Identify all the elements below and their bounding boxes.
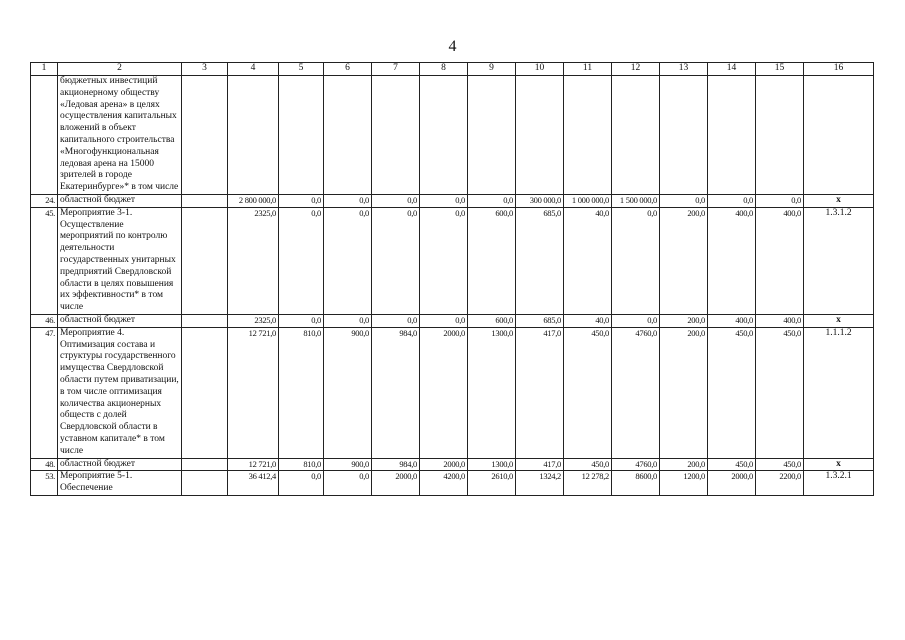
- row-value: [564, 76, 612, 195]
- column-header-13: 13: [660, 63, 708, 76]
- row-target: х: [804, 458, 874, 471]
- row-description: бюджетных инвестиций акционерному обществу «Ледовая арена» в целях осуществления капитальных вложений в объект капитального строительства «Многофункциональная ледовая арена на 15000 зрителей в городе Екатеринбурге»* в том числе: [58, 76, 182, 195]
- row-value: 400,0: [708, 314, 756, 327]
- row-value: 0,0: [372, 207, 420, 314]
- row-value: 200,0: [660, 207, 708, 314]
- row-value: 0,0: [279, 471, 324, 496]
- row-value: 12 278,2: [564, 471, 612, 496]
- row-description: Мероприятие 4. Оптимизация состава и структуры государственного имущества Свердловской области путем приватизации, в том числе оптимизация количества акционерных обществ с долей Свердловской области в уставном капитале* в том числе: [58, 327, 182, 458]
- row-number: 24.: [31, 194, 58, 207]
- column-header-14: 14: [708, 63, 756, 76]
- row-column-3: [182, 458, 228, 471]
- table-row: [31, 207, 874, 314]
- row-value: [279, 76, 324, 195]
- row-number: 47.: [31, 327, 58, 458]
- row-value: 1324,2: [516, 471, 564, 496]
- row-number: 45.: [31, 207, 58, 314]
- column-header-15: 15: [756, 63, 804, 76]
- row-value: 2 800 000,0: [228, 194, 279, 207]
- row-value: 450,0: [756, 327, 804, 458]
- row-value: 685,0: [516, 314, 564, 327]
- row-description: областной бюджет: [58, 314, 182, 327]
- row-value: 0,0: [324, 207, 372, 314]
- table-body: [31, 63, 874, 496]
- column-header-6: 6: [324, 63, 372, 76]
- row-value: [228, 76, 279, 195]
- row-column-3: [182, 76, 228, 195]
- row-value: 300 000,0: [516, 194, 564, 207]
- row-value: 40,0: [564, 314, 612, 327]
- row-value: [372, 76, 420, 195]
- table-row: [31, 76, 874, 195]
- row-target: 1.3.1.2: [804, 207, 874, 314]
- column-header-5: 5: [279, 63, 324, 76]
- row-value: [468, 76, 516, 195]
- row-value: 0,0: [708, 194, 756, 207]
- row-column-3: [182, 471, 228, 496]
- row-value: [612, 76, 660, 195]
- row-value: 4200,0: [420, 471, 468, 496]
- row-value: 984,0: [372, 327, 420, 458]
- column-header-10: 10: [516, 63, 564, 76]
- column-header-7: 7: [372, 63, 420, 76]
- row-value: 2325,0: [228, 314, 279, 327]
- row-value: 4760,0: [612, 327, 660, 458]
- row-column-3: [182, 314, 228, 327]
- row-description: Мероприятие 3-1. Осуществление мероприятий по контролю деятельности государственных унитарных предприятий Свердловской области в целях повышения их эффективности* в том числе: [58, 207, 182, 314]
- row-value: 0,0: [279, 207, 324, 314]
- row-value: 1 500 000,0: [612, 194, 660, 207]
- row-value: [660, 76, 708, 195]
- row-value: 417,0: [516, 327, 564, 458]
- column-header-2: 2: [58, 63, 182, 76]
- row-value: 0,0: [324, 194, 372, 207]
- row-value: 0,0: [324, 471, 372, 496]
- row-value: 984,0: [372, 458, 420, 471]
- row-value: 2000,0: [420, 458, 468, 471]
- row-value: 450,0: [564, 327, 612, 458]
- row-value: 450,0: [708, 458, 756, 471]
- table-header-row: [31, 63, 874, 76]
- row-number: [31, 76, 58, 195]
- row-value: 0,0: [420, 314, 468, 327]
- column-header-16: 16: [804, 63, 874, 76]
- row-target: 1.1.1.2: [804, 327, 874, 458]
- row-value: 450,0: [708, 327, 756, 458]
- row-value: 400,0: [756, 207, 804, 314]
- row-value: 685,0: [516, 207, 564, 314]
- row-value: 36 412,4: [228, 471, 279, 496]
- row-value: 0,0: [324, 314, 372, 327]
- budget-table: [30, 62, 874, 496]
- table-row: [31, 471, 874, 496]
- row-value: 200,0: [660, 458, 708, 471]
- row-description: областной бюджет: [58, 458, 182, 471]
- row-value: 400,0: [756, 314, 804, 327]
- row-value: 600,0: [468, 314, 516, 327]
- row-column-3: [182, 327, 228, 458]
- row-number: 48.: [31, 458, 58, 471]
- row-column-3: [182, 207, 228, 314]
- column-header-4: 4: [228, 63, 279, 76]
- row-value: 417,0: [516, 458, 564, 471]
- row-column-3: [182, 194, 228, 207]
- row-value: 0,0: [372, 194, 420, 207]
- row-value: 200,0: [660, 327, 708, 458]
- row-target: х: [804, 194, 874, 207]
- row-value: 0,0: [756, 194, 804, 207]
- row-value: 2000,0: [420, 327, 468, 458]
- row-value: 1 000 000,0: [564, 194, 612, 207]
- row-value: 12 721,0: [228, 327, 279, 458]
- row-value: 2610,0: [468, 471, 516, 496]
- row-value: 0,0: [468, 194, 516, 207]
- row-value: 2000,0: [372, 471, 420, 496]
- row-value: 600,0: [468, 207, 516, 314]
- row-value: [756, 76, 804, 195]
- row-target: 1.3.2.1: [804, 471, 874, 496]
- column-header-9: 9: [468, 63, 516, 76]
- column-header-3: 3: [182, 63, 228, 76]
- row-value: 810,0: [279, 458, 324, 471]
- row-value: 12 721,0: [228, 458, 279, 471]
- row-value: 1300,0: [468, 458, 516, 471]
- row-target: х: [804, 314, 874, 327]
- page-number: 4: [448, 38, 457, 55]
- row-value: 8600,0: [612, 471, 660, 496]
- row-value: 2200,0: [756, 471, 804, 496]
- column-header-8: 8: [420, 63, 468, 76]
- row-value: 0,0: [279, 314, 324, 327]
- row-value: 0,0: [420, 194, 468, 207]
- table-row: [31, 327, 874, 458]
- row-value: [420, 76, 468, 195]
- table-row: [31, 314, 874, 327]
- row-value: 450,0: [756, 458, 804, 471]
- row-number: 46.: [31, 314, 58, 327]
- row-value: 0,0: [612, 207, 660, 314]
- row-value: 2000,0: [708, 471, 756, 496]
- row-value: 400,0: [708, 207, 756, 314]
- row-value: 450,0: [564, 458, 612, 471]
- column-header-1: 1: [31, 63, 58, 76]
- table-row: [31, 194, 874, 207]
- row-value: 1300,0: [468, 327, 516, 458]
- row-target: [804, 76, 874, 195]
- row-value: 1200,0: [660, 471, 708, 496]
- row-value: 900,0: [324, 458, 372, 471]
- table-row: [31, 458, 874, 471]
- row-value: 0,0: [279, 194, 324, 207]
- column-header-12: 12: [612, 63, 660, 76]
- row-description: Мероприятие 5-1. Обеспечение: [58, 471, 182, 496]
- row-value: 200,0: [660, 314, 708, 327]
- row-value: 0,0: [420, 207, 468, 314]
- row-value: 40,0: [564, 207, 612, 314]
- row-description: областной бюджет: [58, 194, 182, 207]
- row-value: [516, 76, 564, 195]
- row-value: 0,0: [612, 314, 660, 327]
- row-value: 900,0: [324, 327, 372, 458]
- row-value: [324, 76, 372, 195]
- row-value: 4760,0: [612, 458, 660, 471]
- row-value: 0,0: [372, 314, 420, 327]
- column-header-11: 11: [564, 63, 612, 76]
- row-value: 810,0: [279, 327, 324, 458]
- row-value: 0,0: [660, 194, 708, 207]
- row-number: 53.: [31, 471, 58, 496]
- row-value: 2325,0: [228, 207, 279, 314]
- row-value: [708, 76, 756, 195]
